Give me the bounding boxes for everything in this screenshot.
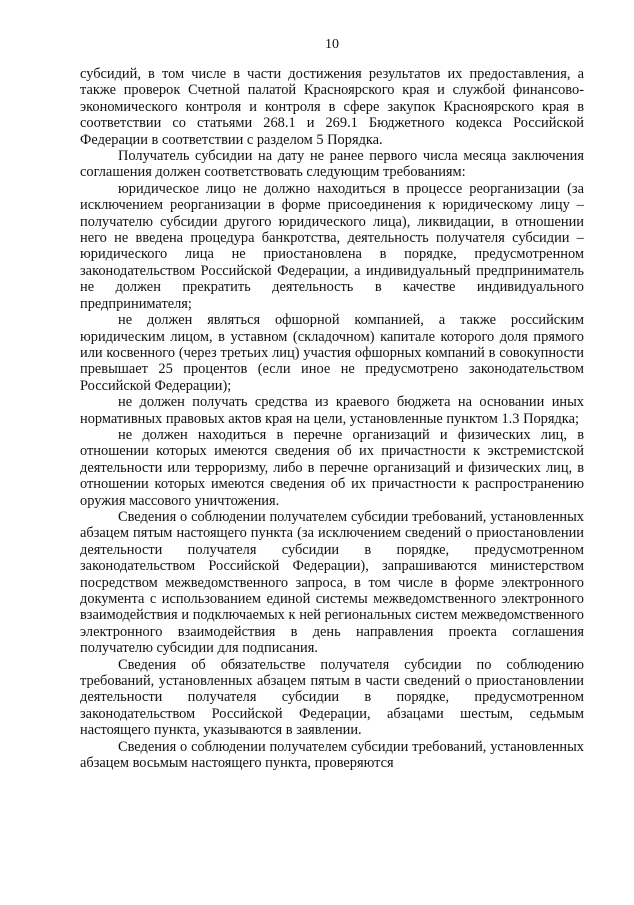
paragraph-requirement-budget-funds: не должен получать средства из краевого бюджета на основании иных нормативных правовых актов края на цели, установленные пунктом 1.3 Порядка; <box>80 394 584 427</box>
paragraph-requirements-intro: Получатель субсидии на дату не ранее первого числа месяца заключения соглашения должен соответствовать следующим требованиям: <box>80 148 584 181</box>
paragraph-requirement-offshore: не должен являться офшорной компанией, а также российским юридическим лицом, в уставном (складочном) капитале которого доля прямого или косвенного (через третьих лиц) участия офшорных компаний в совокупности превышает 25 процентов (если иное не предусмотрено законодательством Российской Федерации); <box>80 312 584 394</box>
paragraph-verification: Сведения о соблюдении получателем субсидии требований, установленных абзацем восьмым настоящего пункта, проверяются <box>80 738 584 772</box>
paragraph-continuation: субсидий, в том числе в части достижения результатов их предоставления, а также проверок Счетной палатой Красноярского края и службой финансово-экономического контроля и контроля в сфере закупок Красноярского края в соответствии со статьями 268.1 и 269.1 Бюджетного кодекса Российской Федерации в соответствии с разделом 5 Порядка. <box>80 66 584 148</box>
document-body <box>80 66 584 771</box>
paragraph-obligation-statement: Сведения об обязательстве получателя субсидии по соблюдению требований, установленных абзацем пятым в части сведений о приостановлении деятельности получателя субсидии в порядке, предусмотренном законодательством Российской Федерации, абзацами шестым, седьмым настоящего пункта, указываются в заявлении. <box>80 656 584 739</box>
paragraph-interagency-request: Сведения о соблюдении получателем субсидии требований, установленных абзацем пятым настоящего пункта (за исключением сведений о приостановлении деятельности получателя субсидии в порядке, предусмотренном законодательством Российской Федерации), запрашиваются министерством посредством межведомственного запроса, в том числе в форме электронного документа с использованием единой системы межведомственного электронного взаимодействия и подключаемых к ней региональных систем межведомственного электронного взаимодействия в день направления проекта соглашения получателю субсидии для подписания. <box>80 508 584 657</box>
page-number: 10 <box>325 37 339 52</box>
paragraph-requirement-extremism-list: не должен находиться в перечне организаций и физических лиц, в отношении которых имеются сведения об их причастности к экстремистской деятельности или терроризму, либо в перечне организаций и физических лиц, в отношении которых имеются сведения об их причастности к распространению оружия массового уничтожения. <box>80 426 584 509</box>
paragraph-requirement-reorganization: юридическое лицо не должно находиться в процессе реорганизации (за исключением реорганизации в форме присоединения к юридическому лицу – получателю субсидии другого юридического лица), ликвидации, в отношении него не введена процедура банкротства, деятельность получателя субсидии – юридического лица не приостановлена в порядке, предусмотренном законодательством Российской Федерации, а индивидуальный предприниматель не должен прекратить деятельность в качестве индивидуального предпринимателя; <box>80 180 584 312</box>
